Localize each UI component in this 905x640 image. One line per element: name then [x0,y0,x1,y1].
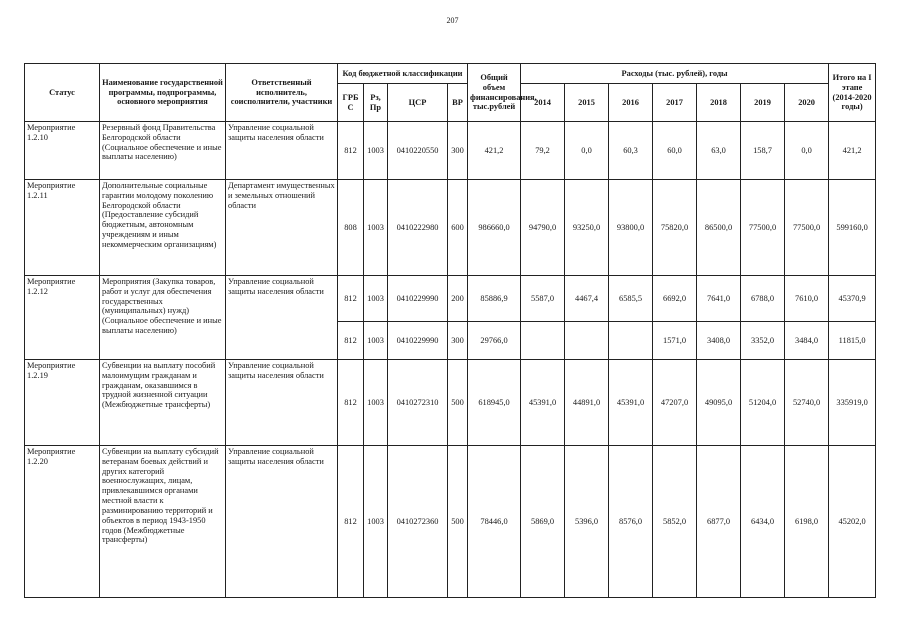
total-cell: 986660,0 [468,180,521,276]
year-value-cell: 52740,0 [785,360,829,446]
year-value-cell: 93250,0 [565,180,609,276]
year-value-cell [565,322,609,360]
stage-total-cell: 421,2 [829,122,876,180]
header-grbs: ГРБ С [338,84,364,122]
csr-cell: 0410272310 [388,360,448,446]
year-value-cell: 94790,0 [521,180,565,276]
year-value-cell: 6788,0 [741,276,785,322]
year-value-cell: 0,0 [565,122,609,180]
year-value-cell: 8576,0 [609,446,653,598]
year-value-cell: 75820,0 [653,180,697,276]
year-value-cell: 3484,0 [785,322,829,360]
total-cell: 421,2 [468,122,521,180]
year-value-cell: 6434,0 [741,446,785,598]
year-value-cell: 7641,0 [697,276,741,322]
year-value-cell: 6877,0 [697,446,741,598]
status-cell: Мероприятие 1.2.20 [25,446,100,598]
table-row [25,180,876,276]
status-cell: Мероприятие 1.2.11 [25,180,100,276]
header-executor: Ответственный исполнитель, соисполнители, участники [226,64,338,122]
status-cell: Мероприятие 1.2.10 [25,122,100,180]
table-row [25,446,876,598]
year-value-cell: 4467,4 [565,276,609,322]
header-stage-total: Итого на I этапе (2014-2020 годы) [829,64,876,122]
grbs-cell: 808 [338,180,364,276]
vr-cell: 300 [448,122,468,180]
year-value-cell: 45391,0 [521,360,565,446]
executor-cell: Управление социальной защиты населения области [226,360,338,446]
vr-cell: 300 [448,322,468,360]
name-cell: Субвенции на выплату субсидий ветеранам боевых действий и других категорий военнослужащих, лицам, привлекавшимся органами местной власти к разминированию территорий и объектов в период 1943-1950 годов (Межбюджетные трансферты) [100,446,226,598]
year-value-cell: 6585,5 [609,276,653,322]
year-value-cell: 79,2 [521,122,565,180]
header-year: 2015 [565,84,609,122]
header-vr: ВР [448,84,468,122]
header-year: 2017 [653,84,697,122]
executor-cell: Управление социальной защиты населения области [226,276,338,360]
csr-cell: 0410229990 [388,276,448,322]
header-year: 2019 [741,84,785,122]
header-status: Статус [25,64,100,122]
year-value-cell: 77500,0 [741,180,785,276]
year-value-cell: 47207,0 [653,360,697,446]
vr-cell: 500 [448,446,468,598]
stage-total-cell: 45370,9 [829,276,876,322]
grbs-cell: 812 [338,446,364,598]
year-value-cell: 1571,0 [653,322,697,360]
rzpr-cell: 1003 [364,446,388,598]
table-row [25,276,876,322]
year-value-cell: 60,0 [653,122,697,180]
year-value-cell: 3352,0 [741,322,785,360]
executor-cell: Департамент имущественных и земельных отношений области [226,180,338,276]
header-year: 2016 [609,84,653,122]
csr-cell: 0410222980 [388,180,448,276]
stage-total-cell: 11815,0 [829,322,876,360]
year-value-cell: 0,0 [785,122,829,180]
vr-cell: 500 [448,360,468,446]
csr-cell: 0410229990 [388,322,448,360]
year-value-cell: 44891,0 [565,360,609,446]
csr-cell: 0410272360 [388,446,448,598]
grbs-cell: 812 [338,360,364,446]
table-row [25,122,876,180]
rzpr-cell: 1003 [364,322,388,360]
year-value-cell: 77500,0 [785,180,829,276]
header-year: 2014 [521,84,565,122]
header-year: 2020 [785,84,829,122]
year-value-cell: 5869,0 [521,446,565,598]
year-value-cell: 3408,0 [697,322,741,360]
header-budget-code: Код бюджетной классификации [338,64,468,84]
header-total-volume: Общий объем финансирования, тыс.рублей [468,64,521,122]
year-value-cell: 86500,0 [697,180,741,276]
year-value-cell [609,322,653,360]
total-cell: 29766,0 [468,322,521,360]
year-value-cell: 6198,0 [785,446,829,598]
name-cell: Мероприятия (Закупка товаров, работ и услуг для обеспечения государственных (муниципальных) нужд) (Социальное обеспечение и иные выплаты населению) [100,276,226,360]
header-year: 2018 [697,84,741,122]
header-csr: ЦСР [388,84,448,122]
name-cell: Субвенции на выплату пособий малоимущим гражданам и гражданам, оказавшимся в трудной жизненной ситуации (Межбюджетные трансферты) [100,360,226,446]
year-value-cell: 6692,0 [653,276,697,322]
year-value-cell: 7610,0 [785,276,829,322]
year-value-cell: 49095,0 [697,360,741,446]
year-value-cell [521,322,565,360]
header-expenses: Расходы (тыс. рублей), годы [521,64,829,84]
csr-cell: 0410220550 [388,122,448,180]
year-value-cell: 5396,0 [565,446,609,598]
stage-total-cell: 45202,0 [829,446,876,598]
name-cell: Дополнительные социальные гарантии молодому поколению Белгородской области (Предоставление субсидий бюджетным, автономным учреждениям и иным некоммерческим организациям) [100,180,226,276]
vr-cell: 200 [448,276,468,322]
rzpr-cell: 1003 [364,276,388,322]
header-name: Наименование государственной программы, подпрограммы, основного мероприятия [100,64,226,122]
year-value-cell: 93800,0 [609,180,653,276]
year-value-cell: 5852,0 [653,446,697,598]
stage-total-cell: 599160,0 [829,180,876,276]
total-cell: 618945,0 [468,360,521,446]
budget-table [24,63,876,598]
status-cell: Мероприятие 1.2.19 [25,360,100,446]
name-cell: Резервный фонд Правительства Белгородской области (Социальное обеспечение и иные выплаты населению) [100,122,226,180]
stage-total-cell: 335919,0 [829,360,876,446]
header-rzpr: Рз, Пр [364,84,388,122]
grbs-cell: 812 [338,122,364,180]
year-value-cell: 158,7 [741,122,785,180]
executor-cell: Управление социальной защиты населения области [226,446,338,598]
year-value-cell: 45391,0 [609,360,653,446]
total-cell: 78446,0 [468,446,521,598]
year-value-cell: 60,3 [609,122,653,180]
rzpr-cell: 1003 [364,180,388,276]
year-value-cell: 63,0 [697,122,741,180]
page-number: 207 [446,16,459,25]
rzpr-cell: 1003 [364,122,388,180]
year-value-cell: 51204,0 [741,360,785,446]
total-cell: 85886,9 [468,276,521,322]
year-value-cell: 5587,0 [521,276,565,322]
grbs-cell: 812 [338,276,364,322]
vr-cell: 600 [448,180,468,276]
rzpr-cell: 1003 [364,360,388,446]
executor-cell: Управление социальной защиты населения области [226,122,338,180]
status-cell: Мероприятие 1.2.12 [25,276,100,360]
table-row [25,360,876,446]
grbs-cell: 812 [338,322,364,360]
table-body [25,122,876,598]
